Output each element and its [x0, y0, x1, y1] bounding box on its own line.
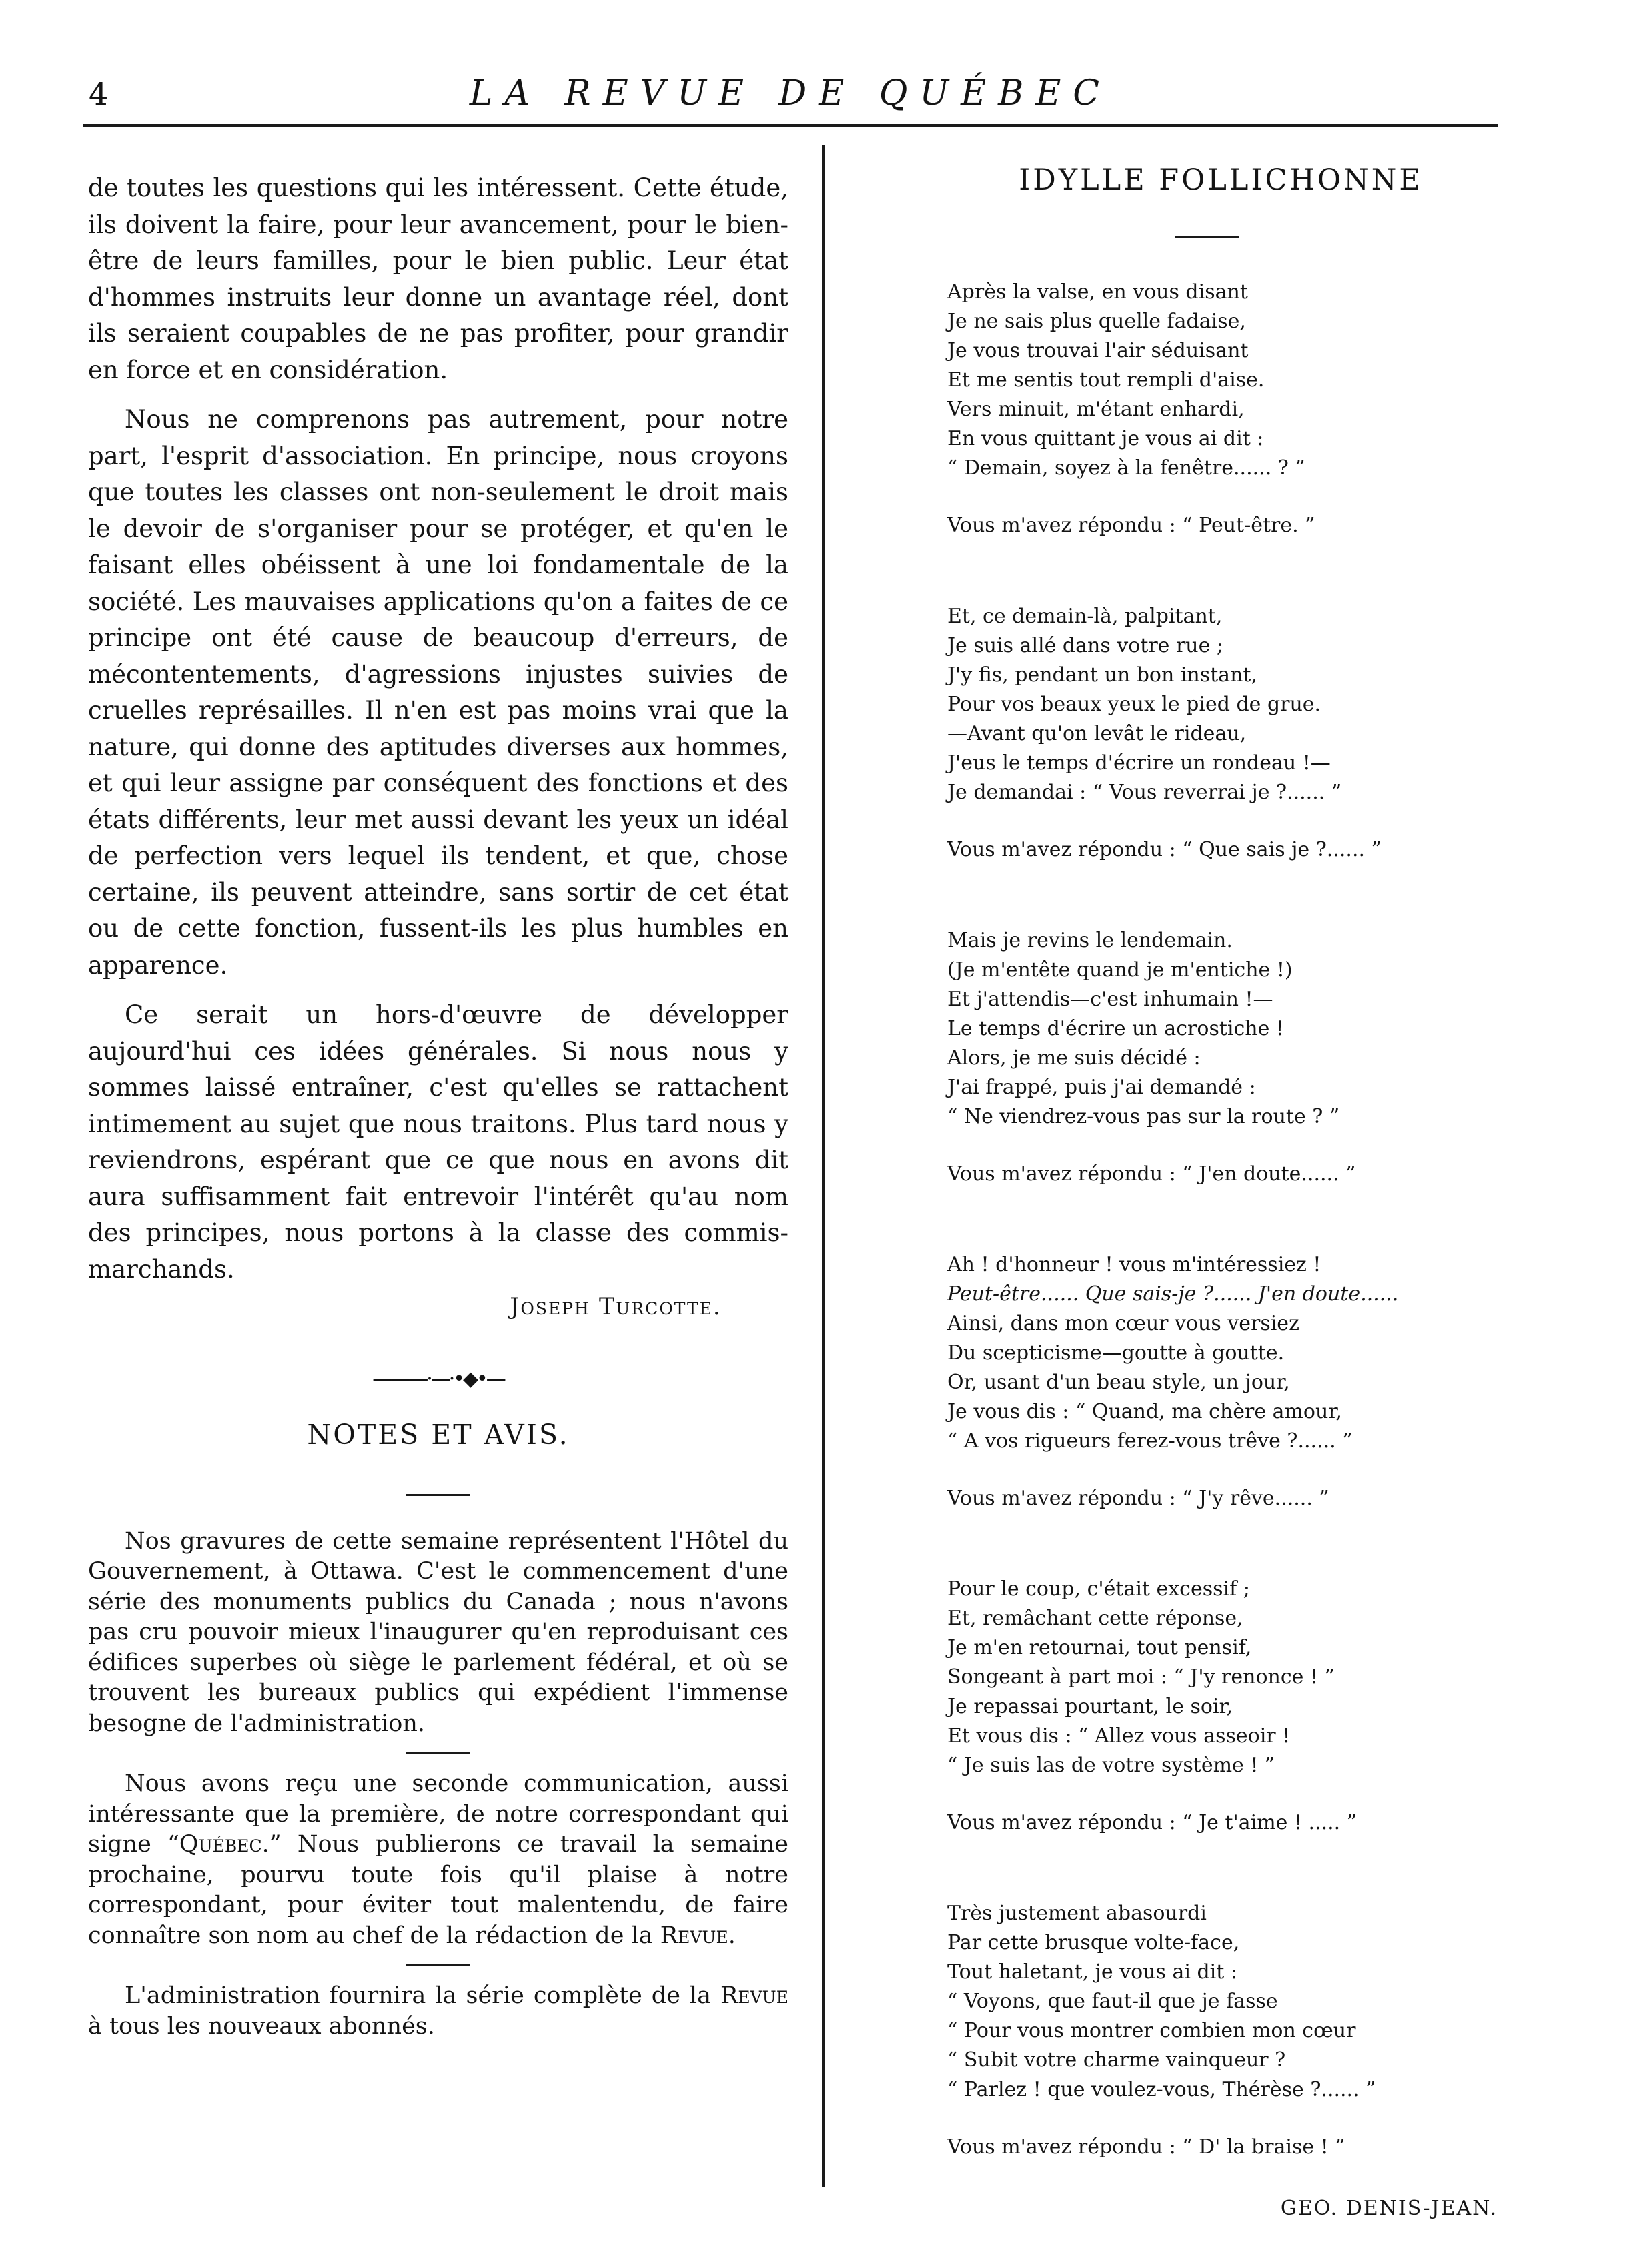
- page-number: 4: [89, 76, 109, 112]
- poem-line: Très justement abasourdi: [947, 1902, 1207, 1925]
- poem-line: Or, usant d'un beau style, un jour,: [947, 1371, 1290, 1394]
- poem-line: Je repassai pourtant, le soir,: [947, 1695, 1233, 1718]
- poem-stanza: [947, 602, 1521, 865]
- poem-line: Vers minuit, m'étant enhardi,: [947, 398, 1245, 421]
- poem-line: Et, ce demain-là, palpitant,: [947, 605, 1223, 628]
- page-header: [83, 69, 1498, 116]
- poem-line: “ Je suis las de votre système ! ”: [947, 1754, 1275, 1777]
- notes-divider: [406, 1964, 470, 1966]
- poem-refrain: Vous m'avez répondu : “ D' la braise ! ”: [947, 2135, 1345, 2159]
- article-signature: Joseph Turcotte.: [510, 1294, 722, 1320]
- poem-stanza: [947, 926, 1521, 1189]
- poem-line: Je m'en retournai, tout pensif,: [947, 1636, 1252, 1659]
- notes-paragraph: Nos gravures de cette semaine représentent l'Hôtel du Gouvernement, à Ottawa. C'est le commencement d'une série des monuments publics du Canada ; nous n'avons pas cru pouvoir mieux l'inaugurer qu'en reproduisant ces édifices superbes où siège le parlement fédéral, et où se trouvent les bureaux publics qui expédient l'immense besogne de l'administration.: [88, 1527, 788, 1737]
- poem-line: Ah ! d'honneur ! vous m'intéressiez !: [947, 1253, 1321, 1276]
- notes-section: [88, 1527, 788, 2042]
- poem-line: (Je m'entête quand je m'entiche !): [947, 958, 1293, 982]
- poem-line: J'y fis, pendant un bon instant,: [947, 663, 1257, 687]
- poem-line: “ Ne viendrez-vous pas sur la route ? ”: [947, 1105, 1340, 1128]
- poem-line: “ A vos rigueurs ferez-vous trêve ?...... ”: [947, 1429, 1353, 1453]
- poem-stanza: [947, 1575, 1521, 1838]
- title-rule: [1175, 236, 1239, 238]
- poem-line: Par cette brusque volte-face,: [947, 1931, 1240, 1954]
- poem-line: Je demandai : “ Vous reverrai je ?...... ”: [947, 781, 1342, 804]
- poem-line: “ Pour vous montrer combien mon cœur: [947, 2019, 1356, 2042]
- poem-refrain: Vous m'avez répondu : “ Que sais je ?...... ”: [947, 838, 1382, 861]
- poem-refrain: Vous m'avez répondu : “ Peut-être. ”: [947, 514, 1315, 537]
- poem-stanza: [947, 278, 1521, 540]
- header-rule: [83, 124, 1498, 127]
- article-paragraph: Ce serait un hors-d'œuvre de développer aujourd'hui ces idées générales. Si nous nous y sommes laissé entraîner, c'est qu'elles se rattachent intimement au sujet que nous traitons. Plus tard nous y reviendrons, espérant que ce que nous en avons dit aura suffisamment fait entrevoir l'intérêt qu'au nom des principes, nous portons à la classe des commis-marchands.: [88, 1000, 788, 1284]
- poem-line: “ Demain, soyez à la fenêtre...... ? ”: [947, 456, 1305, 480]
- poem-line: Je suis allé dans votre rue ;: [947, 634, 1224, 657]
- poem-line: Ainsi, dans mon cœur vous versiez: [947, 1312, 1299, 1335]
- poem-refrain: Vous m'avez répondu : “ Je t'aime ! ..... ”: [947, 1811, 1358, 1834]
- poem-title: IDYLLE FOLLICHONNE: [1019, 163, 1423, 197]
- poem-line: Tout haletant, je vous ai dit :: [947, 1960, 1237, 1984]
- poem-line: “ Subit votre charme vainqueur ?: [947, 2048, 1286, 2072]
- poem-line: Après la valse, en vous disant: [947, 280, 1248, 304]
- left-column: [88, 170, 788, 2042]
- poem-line: Je vous dis : “ Quand, ma chère amour,: [947, 1400, 1342, 1423]
- poem-line: Le temps d'écrire un acrostiche !: [947, 1017, 1284, 1040]
- right-column: [947, 163, 1521, 2220]
- article-paragraph: de toutes les questions qui les intéressent. Cette étude, ils doivent la faire, pour leur avancement, pour le bien-être de leurs familles, pour le bien public. Leur état d'hommes instruits leur donne un avantage réel, dont ils seraient coupables de ne pas profiter, pour grandir en force et en considération.: [88, 173, 788, 384]
- poem-line: En vous quittant je vous ai dit :: [947, 427, 1264, 450]
- poem-line: Je ne sais plus quelle fadaise,: [947, 310, 1246, 333]
- poem-line: Et, remâchant cette réponse,: [947, 1607, 1243, 1630]
- poem-line: Mais je revins le lendemain.: [947, 929, 1233, 952]
- poem-signature: GEO. DENIS-JEAN.: [1280, 2197, 1498, 2220]
- poem-line: “ Voyons, que faut-il que je fasse: [947, 1990, 1278, 2013]
- poem-line: J'ai frappé, puis j'ai demandé :: [947, 1076, 1256, 1099]
- notes-divider: [406, 1752, 470, 1754]
- poem-line: Et me sentis tout rempli d'aise.: [947, 368, 1265, 392]
- poem-line: “ Parlez ! que voulez-vous, Thérèse ?...... ”: [947, 2078, 1376, 2101]
- notes-title: NOTES ET AVIS.: [307, 1418, 570, 1451]
- poem-line: Songeant à part moi : “ J'y renonce ! ”: [947, 1665, 1335, 1689]
- poem-refrain: Vous m'avez répondu : “ J'en doute...... ”: [947, 1162, 1356, 1186]
- poem-stanza: [947, 1899, 1521, 2162]
- poem-line: Alors, je me suis décidé :: [947, 1046, 1201, 1070]
- column-rule: [822, 145, 825, 2187]
- poem-line: Je vous trouvai l'air séduisant: [947, 339, 1249, 362]
- poem-line: —Avant qu'on levât le rideau,: [947, 722, 1247, 745]
- article-paragraph: Nous ne comprenons pas autrement, pour notre part, l'esprit d'association. En principe, nous croyons que toutes les classes ont non-seulement le droit mais le devoir de s'organiser pour se protéger, et qu'en le faisant elles obéissent à une loi fondamentale de la société. Les mauvaises applications qu'on a faites de ce principe ont été cause de beaucoup d'erreurs, de mécontentements, d'agressions injustes suivies de cruelles représailles. Il n'en est pas moins vrai que la nature, qui donne des aptitudes diverses aux hommes, et qui leur assigne par conséquent des fonctions et des états différents, leur met aussi devant les yeux un idéal de perfection vers lequel ils tendent, et que, chose certaine, ils peuvent atteindre, sans sortir de cet état ou de cette fonction, fussent-ils les plus humbles en apparence.: [88, 405, 788, 980]
- notes-paragraph: Nous avons reçu une seconde communication, aussi intéressante que la première, de notre correspondant qui signe “Québec.” Nous publierons ce travail la semaine prochaine, pourvu toute fois qu'il plaise à notre correspondant, pour éviter tout malentendu, de faire connaître son nom au chef de la rédaction de la Revue.: [88, 1770, 788, 1949]
- poem-stanza: [947, 1250, 1521, 1513]
- poem-line: Du scepticisme—goutte à goutte.: [947, 1341, 1285, 1365]
- poem-line: Peut-être...... Que sais-je ?...... J'en doute......: [947, 1282, 1399, 1306]
- section-ornament: ———·—·•◆•—: [372, 1367, 504, 1391]
- poem-line: Et vous dis : “ Allez vous asseoir !: [947, 1724, 1291, 1748]
- poem-line: Pour le coup, c'était excessif ;: [947, 1577, 1250, 1601]
- poem-line: Pour vos beaux yeux le pied de grue.: [947, 693, 1321, 716]
- title-rule: [406, 1494, 470, 1496]
- poem-line: Et j'attendis—c'est inhumain !—: [947, 988, 1273, 1011]
- poem-body: [947, 278, 1521, 2162]
- poem-refrain: Vous m'avez répondu : “ J'y rêve...... ”: [947, 1487, 1329, 1510]
- running-title: LA REVUE DE QUÉBEC: [469, 73, 1112, 113]
- notes-paragraph: L'administration fournira la série complète de la Revue à tous les nouveaux abonnés.: [88, 1982, 788, 2040]
- poem-line: J'eus le temps d'écrire un rondeau !—: [947, 751, 1331, 775]
